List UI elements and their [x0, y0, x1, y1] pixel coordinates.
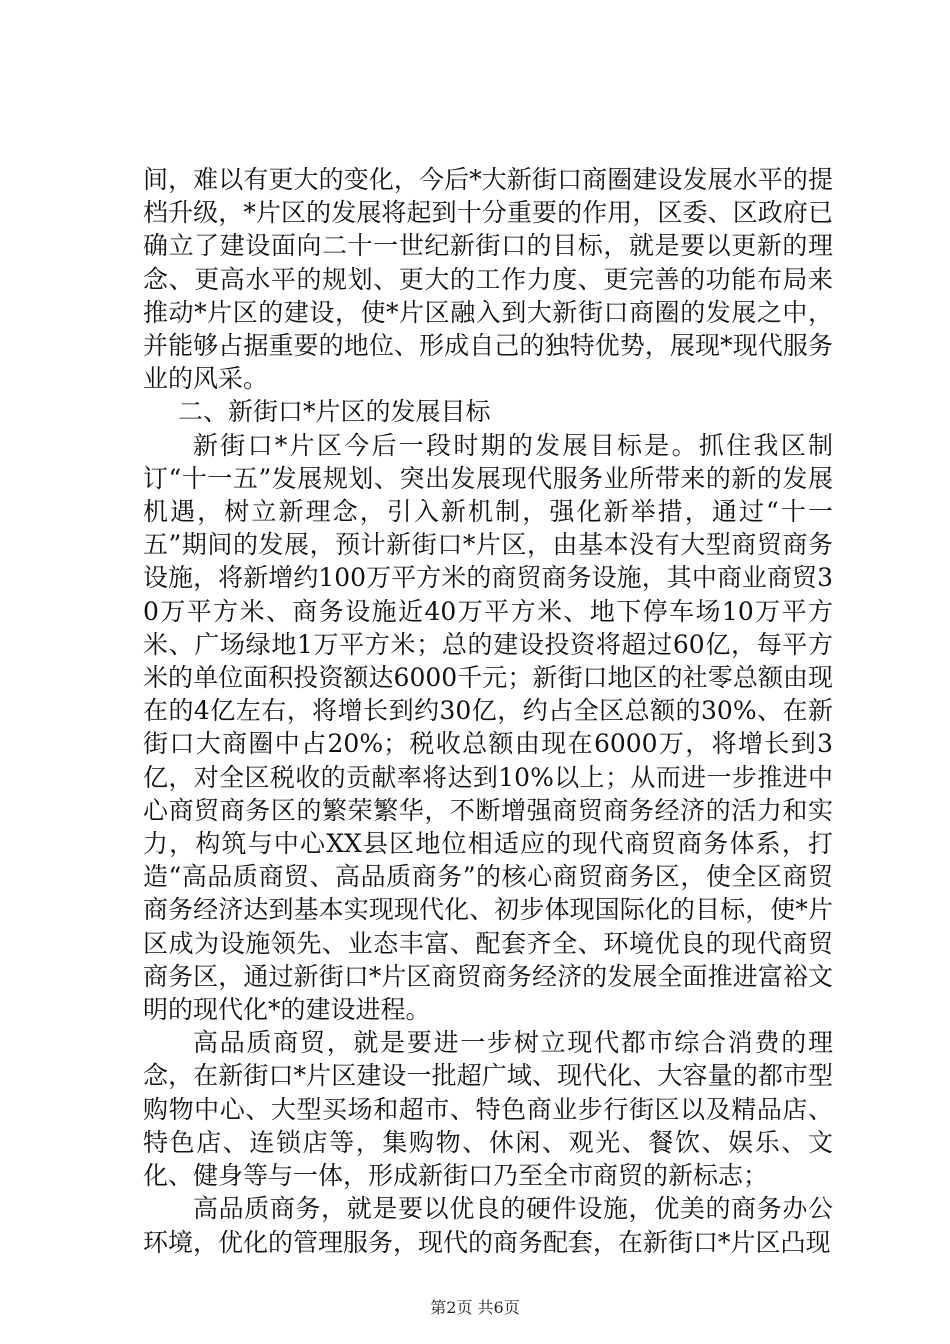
- page-footer: [0, 1298, 950, 1318]
- document-body: [143, 163, 833, 1259]
- paragraph-high-quality-business: 高品质商务，就是要以优良的硬件设施，优美的商务办公环境，优化的管理服务，现代的商务配套，在新街口*片区凸现: [143, 1194, 833, 1257]
- section-heading: 二、新街口*片区的发展目标: [178, 397, 491, 427]
- page-number-label: 第2页 共6页: [430, 1298, 520, 1317]
- paragraph-high-quality-commerce: 高品质商贸，就是要进一步树立现代都市综合消费的理念，在新街口*片区建设一批超广域、现代化、大容量的都市型购物中心、大型买场和超市、特色商业步行街区以及精品店、特色店、连锁店等，集购物、休闲、观光、餐饮、娱乐、文化、健身等与一体，形成新街口乃至全市商贸的新标志；: [143, 1028, 833, 1191]
- paragraph-continuation: 间，难以有更大的变化，今后*大新街口商圈建设发展水平的提档升级，*片区的发展将起到十分重要的作用，区委、区政府已确立了建设面向二十一世纪新街口的目标，就是要以更新的理念、更高水平的规划、更大的工作力度、更完善的功能布局来推动*片区的建设，使*片区融入到大新街口商圈的发展之中，并能够占据重要的地位、形成自己的独特优势，展现*现代服务业的风采。: [143, 165, 833, 394]
- paragraph-goals: 新街口*片区今后一段时期的发展目标是。抓住我区制订“十一五”发展规划、突出发展现代服务业所带来的新的发展机遇，树立新理念，引入新机制，强化新举措，通过“十一五”期间的发展，预计新街口*片区，由基本没有大型商贸商务设施，将新增约100万平方米的商贸商务设施，其中商业商贸30万平方米、商务设施近40万平方米、地下停车场10万平方米、广场绿地1万平方米；总的建设投资将超过60亿，每平方米的单位面积投资额达6000千元；新街口地区的社零总额由现在的4亿左右，将增长到约30亿，约占全区总额的30%、在新街口大商圈中占20%；税收总额由现在6000万，将增长到3亿，对全区税收的贡献率将达到10%以上；从而进一步推进中心商贸商务区的繁荣繁华，不断增强商贸商务经济的活力和实力，构筑与中心XX县区地位相适应的现代商贸商务体系，打造“高品质商贸、高品质商务”的核心商贸商务区，使全区商贸商务经济达到基本实现现代化、初步体现国际化的目标，使*片区成为设施领先、业态丰富、配套齐全、环境优良的现代商贸商务区，通过新街口*片区商贸商务经济的发展全面推进富裕文明的现代化*的建设进程。: [143, 430, 833, 1025]
